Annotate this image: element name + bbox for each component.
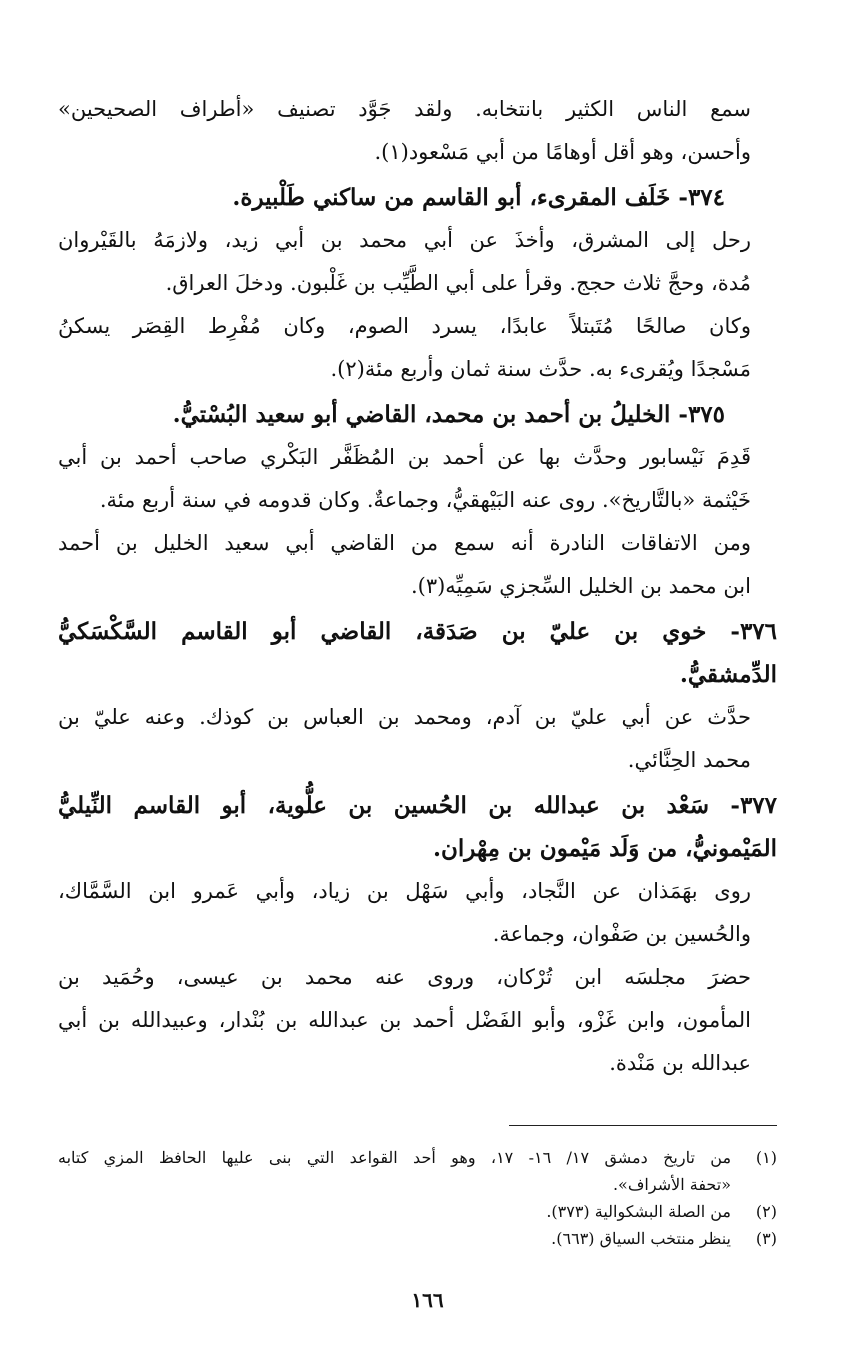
footnote-text bbox=[58, 1144, 731, 1198]
entry-heading-line: ٣٧٧- سَعْد بن عبدالله بن الحُسين بن علُّوية، أبو القاسم النِّيليُّ bbox=[58, 792, 777, 819]
footnote bbox=[58, 1225, 777, 1252]
footnote bbox=[58, 1198, 777, 1225]
footnote-number: (١) bbox=[755, 1148, 777, 1167]
paragraph bbox=[58, 522, 777, 608]
paragraph bbox=[58, 870, 777, 956]
text-line: ابن محمد بن الخليل السِّجزي سَمِيِّه(٣). bbox=[410, 574, 751, 598]
text-line: المأمون، وابن غَزْو، وأبو الفَضْل أحمد بن عبدالله بن بُنْدار، وعبيدالله بن أبي bbox=[58, 1008, 751, 1032]
entry-heading-line: ٣٧٥- الخليلُ بن أحمد بن محمد، القاضي أبو سعيد البُسْتيُّ. bbox=[172, 401, 725, 428]
paragraph bbox=[58, 956, 777, 1085]
entry-heading-line: ٣٧٦- خوي بن عليّ بن صَدَقة، القاضي أبو القاسم السَّكْسَكيُّ bbox=[58, 618, 777, 645]
text-line: قَدِمَ نَيْسابور وحدَّث بها عن أحمد بن المُظَفَّر البَكْري صاحب أحمد بن أبي bbox=[58, 445, 751, 469]
footnote bbox=[58, 1144, 777, 1198]
footnote-text bbox=[58, 1198, 731, 1225]
footnote-text bbox=[58, 1225, 731, 1252]
text-line: رحل إلى المشرق، وأخذَ عن أبي محمد بن أبي زيد، ولازمَهُ بالقَيْروان bbox=[58, 228, 751, 252]
entry-heading bbox=[58, 784, 777, 870]
entry-heading-line: المَيْمونيُّ، من وَلَد مَيْمون بن مِهْران. bbox=[432, 835, 777, 862]
text-line: مُدة، وحجَّ ثلاث حجج. وقرأ على أبي الطَّيِّب بن غَلْبون. ودخلَ العراق. bbox=[165, 271, 751, 295]
footnote-divider bbox=[509, 1125, 777, 1126]
paragraph bbox=[58, 219, 777, 305]
entry-heading-line: ٣٧٤- خَلَف المقرىء، أبو القاسم من ساكني طَلْبيرة. bbox=[232, 184, 725, 211]
page-number: ١٦٦ bbox=[411, 1288, 444, 1312]
text-line: مَسْجدًا ويُقرىء به. حدَّث سنة ثمان وأربع مئة(٢). bbox=[330, 357, 751, 381]
text-line: حضرَ مجلسَه ابن تُرْكان، وروى عنه محمد بن عيسى، وحُمَيد بن bbox=[58, 965, 751, 989]
footnotes bbox=[58, 1144, 777, 1252]
footnote-line: ينظر منتخب السياق (٦٦٣). bbox=[551, 1229, 731, 1248]
text-line: محمد الحِنَّائي. bbox=[627, 748, 751, 772]
paragraph bbox=[58, 696, 777, 782]
text-line: والحُسين بن صَفْوان، وجماعة. bbox=[492, 922, 751, 946]
paragraph bbox=[58, 305, 777, 391]
text-line: وكان صالحًا مُتَبتلاً عابدًا، يسرد الصوم، وكان مُفْرِط القِصَر يسكنُ bbox=[58, 314, 751, 338]
text-line: روى بهَمَذان عن النَّجاد، وأبي سَهْل بن زياد، وأبي عَمرو ابن السَّمَّاك، bbox=[58, 879, 751, 903]
entry-heading bbox=[58, 393, 777, 436]
text-line: وأحسن، وهو أقل أوهامًا من أبي مَسْعود(١). bbox=[374, 140, 751, 164]
footnote-line: من تاريخ دمشق ١٧/ ١٦- ١٧، وهو أحد القواعد التي بنى عليها الحافظ المزي كتابه bbox=[58, 1148, 732, 1167]
footnote-line: من الصلة البشكوالية (٣٧٣). bbox=[546, 1202, 731, 1221]
main-text bbox=[58, 88, 777, 1085]
text-line: ومن الاتفاقات النادرة أنه سمع من القاضي أبي سعيد الخليل بن أحمد bbox=[58, 531, 751, 555]
footnote-number: (٢) bbox=[755, 1202, 777, 1221]
paragraph bbox=[58, 436, 777, 522]
entry-heading bbox=[58, 176, 777, 219]
entry-heading-line: الدِّمشقيُّ. bbox=[679, 661, 777, 688]
text-line: سمع الناس الكثير بانتخابه. ولقد جَوَّد تصنيف «أطراف الصحيحين» bbox=[58, 97, 751, 121]
footnote-number: (٣) bbox=[755, 1229, 777, 1248]
paragraph bbox=[58, 88, 777, 174]
footnote-line: «تحفة الأشراف». bbox=[612, 1175, 731, 1194]
entry-heading bbox=[58, 610, 777, 696]
text-line: عبدالله بن مَنْدة. bbox=[609, 1051, 751, 1075]
text-line: حدَّث عن أبي عليّ بن آدم، ومحمد بن العباس بن كوذك. وعنه عليّ بن bbox=[58, 705, 751, 729]
text-line: خَيْثمة «بالتَّاريخ». روى عنه البَيْهقيُّ، وجماعةٌ. وكان قدومه في سنة أربع مئة. bbox=[99, 488, 751, 512]
